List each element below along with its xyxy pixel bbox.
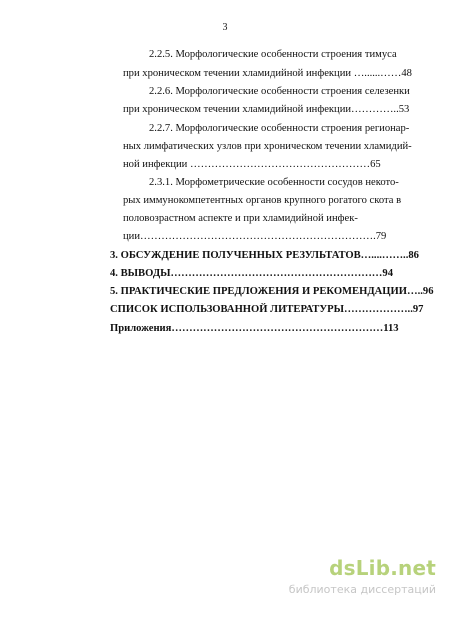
toc-line: 2.2.5. Морфологические особенности строения тимуса (149, 49, 397, 60)
toc-line: ции………………………………………………………….79 (123, 231, 387, 242)
toc-line: рых иммунокомпетентных органов крупного рогатого скота в (123, 195, 402, 206)
toc-line: 5. ПРАКТИЧЕСКИЕ ПРЕДЛОЖЕНИЯ И РЕКОМЕНДАЦИИ…..96 (110, 286, 434, 297)
toc-line: 2.3.1. Морфометрические особенности сосудов некото- (149, 177, 399, 188)
toc-line: 3. ОБСУЖДЕНИЕ ПОЛУЧЕННЫХ РЕЗУЛЬТАТОВ…....……..86 (110, 250, 419, 261)
toc-line: при хроническом течении хламидийной инфекции …......……48 (123, 68, 412, 79)
watermark-logo: dsLib.net (329, 556, 436, 580)
watermark-subtitle: библиотека диссертаций (288, 583, 436, 596)
toc-line: СПИСОК ИСПОЛЬЗОВАННОЙ ЛИТЕРАТУРЫ………………..97 (110, 304, 424, 315)
toc-line: 4. ВЫВОДЫ……………………………………………………94 (110, 268, 393, 279)
watermark (236, 556, 436, 606)
toc-line: 2.2.7. Морфологические особенности строения регионар- (149, 123, 410, 134)
toc-line: 2.2.6. Морфологические особенности строения селезенки (149, 86, 410, 97)
toc-line: Приложения……………………………………………………113 (110, 323, 399, 334)
page-number: 3 (222, 22, 228, 33)
toc-line: при хроническом течении хламидийной инфекции…………..53 (123, 104, 410, 115)
toc-line: половозрастном аспекте и при хламидийной инфек- (123, 213, 358, 224)
toc-line: ных лимфатических узлов при хроническом течении хламидий- (123, 141, 412, 152)
toc-line: ной инфекции ……………………………………………65 (123, 159, 381, 170)
